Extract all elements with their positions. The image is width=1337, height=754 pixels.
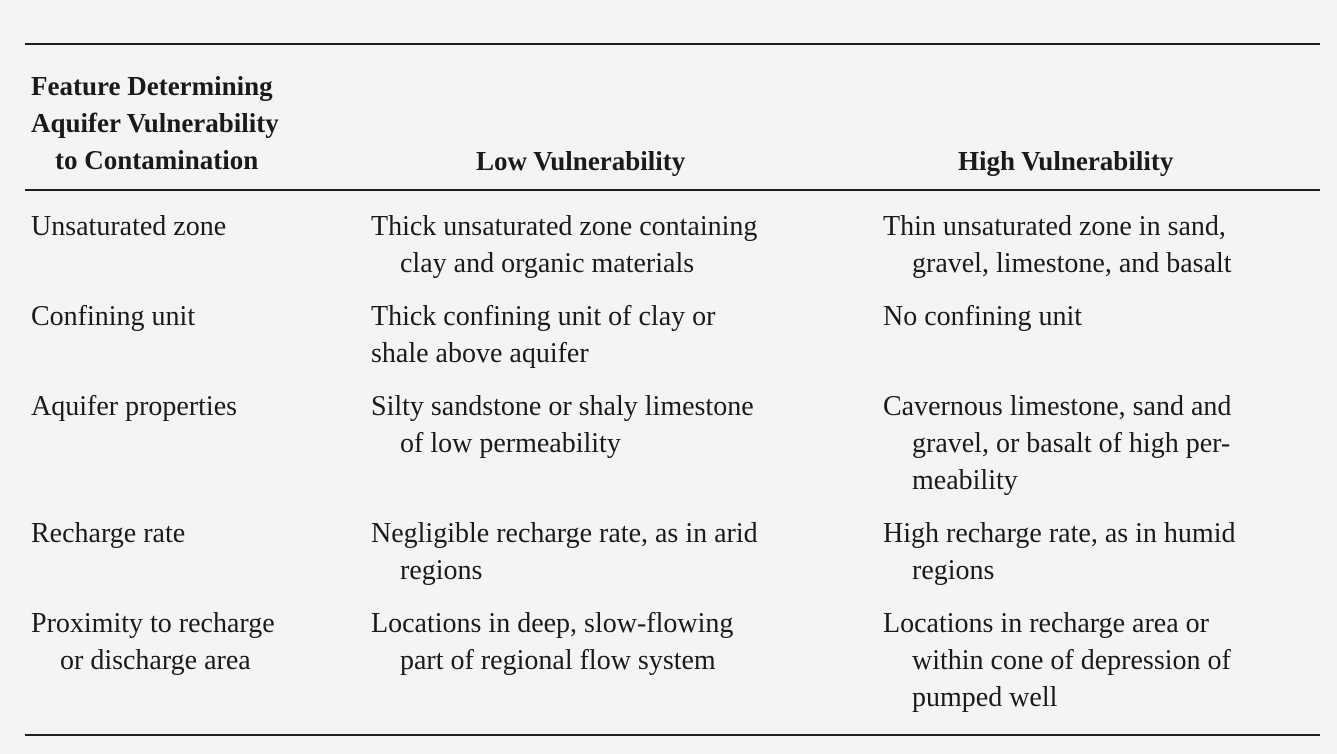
row-4-low-line-2: regions bbox=[400, 555, 483, 586]
row-3-high-line-1: Cavernous limestone, sand and bbox=[883, 391, 1232, 422]
row-1-low bbox=[371, 208, 861, 282]
row-5-feature-line-2: or discharge area bbox=[60, 645, 251, 676]
row-5-feature bbox=[31, 605, 361, 679]
header-feature bbox=[31, 68, 361, 179]
row-4-high-line-2: regions bbox=[912, 555, 995, 586]
row-5-feature-line-1: Proximity to recharge bbox=[31, 608, 275, 639]
row-5-high-line-1: Locations in recharge area or bbox=[883, 608, 1209, 639]
row-3-feature bbox=[31, 388, 361, 425]
row-2-low-line-2: shale above aquifer bbox=[371, 338, 589, 369]
header-bottom-rule bbox=[25, 189, 1320, 191]
row-1-feature bbox=[31, 208, 361, 245]
row-2-low bbox=[371, 298, 861, 372]
row-4-high-line-1: High recharge rate, as in humid bbox=[883, 518, 1236, 549]
row-1-low-line-2: clay and organic materials bbox=[400, 248, 695, 279]
row-3-high-line-3: meability bbox=[912, 465, 1018, 496]
row-5-high-line-2: within cone of depression of bbox=[912, 645, 1231, 676]
table-bottom-rule bbox=[25, 734, 1320, 736]
table-top-rule bbox=[25, 43, 1320, 45]
row-4-high bbox=[883, 515, 1328, 589]
row-2-low-line-1: Thick confining unit of clay or bbox=[371, 301, 716, 332]
row-3-low-line-2: of low permeability bbox=[400, 428, 621, 459]
header-feature-line-1: Feature Determining bbox=[31, 71, 273, 101]
row-2-high bbox=[883, 298, 1328, 335]
row-4-feature bbox=[31, 515, 361, 552]
row-1-high-line-1: Thin unsaturated zone in sand, bbox=[883, 211, 1226, 242]
row-5-low-line-1: Locations in deep, slow-flowing bbox=[371, 608, 734, 639]
row-3-high bbox=[883, 388, 1328, 499]
row-2-high-line-1: No confining unit bbox=[883, 301, 1083, 332]
row-2-feature-line-1: Confining unit bbox=[31, 301, 196, 332]
header-feature-line-3: to Contamination bbox=[55, 145, 259, 175]
row-2-feature bbox=[31, 298, 361, 335]
row-1-feature-line-1: Unsaturated zone bbox=[31, 211, 227, 242]
header-low-vulnerability: Low Vulnerability bbox=[476, 146, 686, 176]
row-1-low-line-1: Thick unsaturated zone containing bbox=[371, 211, 758, 242]
row-5-low bbox=[371, 605, 861, 679]
header-high-vulnerability: High Vulnerability bbox=[958, 146, 1174, 176]
header-feature-line-2: Aquifer Vulnerability bbox=[31, 108, 279, 138]
row-5-high bbox=[883, 605, 1328, 716]
row-5-high-line-3: pumped well bbox=[912, 682, 1058, 713]
row-4-low bbox=[371, 515, 861, 589]
row-3-low-line-1: Silty sandstone or shaly limestone bbox=[371, 391, 754, 422]
row-4-feature-line-1: Recharge rate bbox=[31, 518, 186, 549]
row-3-feature-line-1: Aquifer properties bbox=[31, 391, 238, 422]
row-4-low-line-1: Negligible recharge rate, as in arid bbox=[371, 518, 758, 549]
row-1-high bbox=[883, 208, 1328, 282]
row-1-high-line-2: gravel, limestone, and basalt bbox=[912, 248, 1232, 279]
row-3-high-line-2: gravel, or basalt of high per- bbox=[912, 428, 1231, 459]
row-3-low bbox=[371, 388, 861, 462]
row-5-low-line-2: part of regional flow system bbox=[400, 645, 716, 676]
